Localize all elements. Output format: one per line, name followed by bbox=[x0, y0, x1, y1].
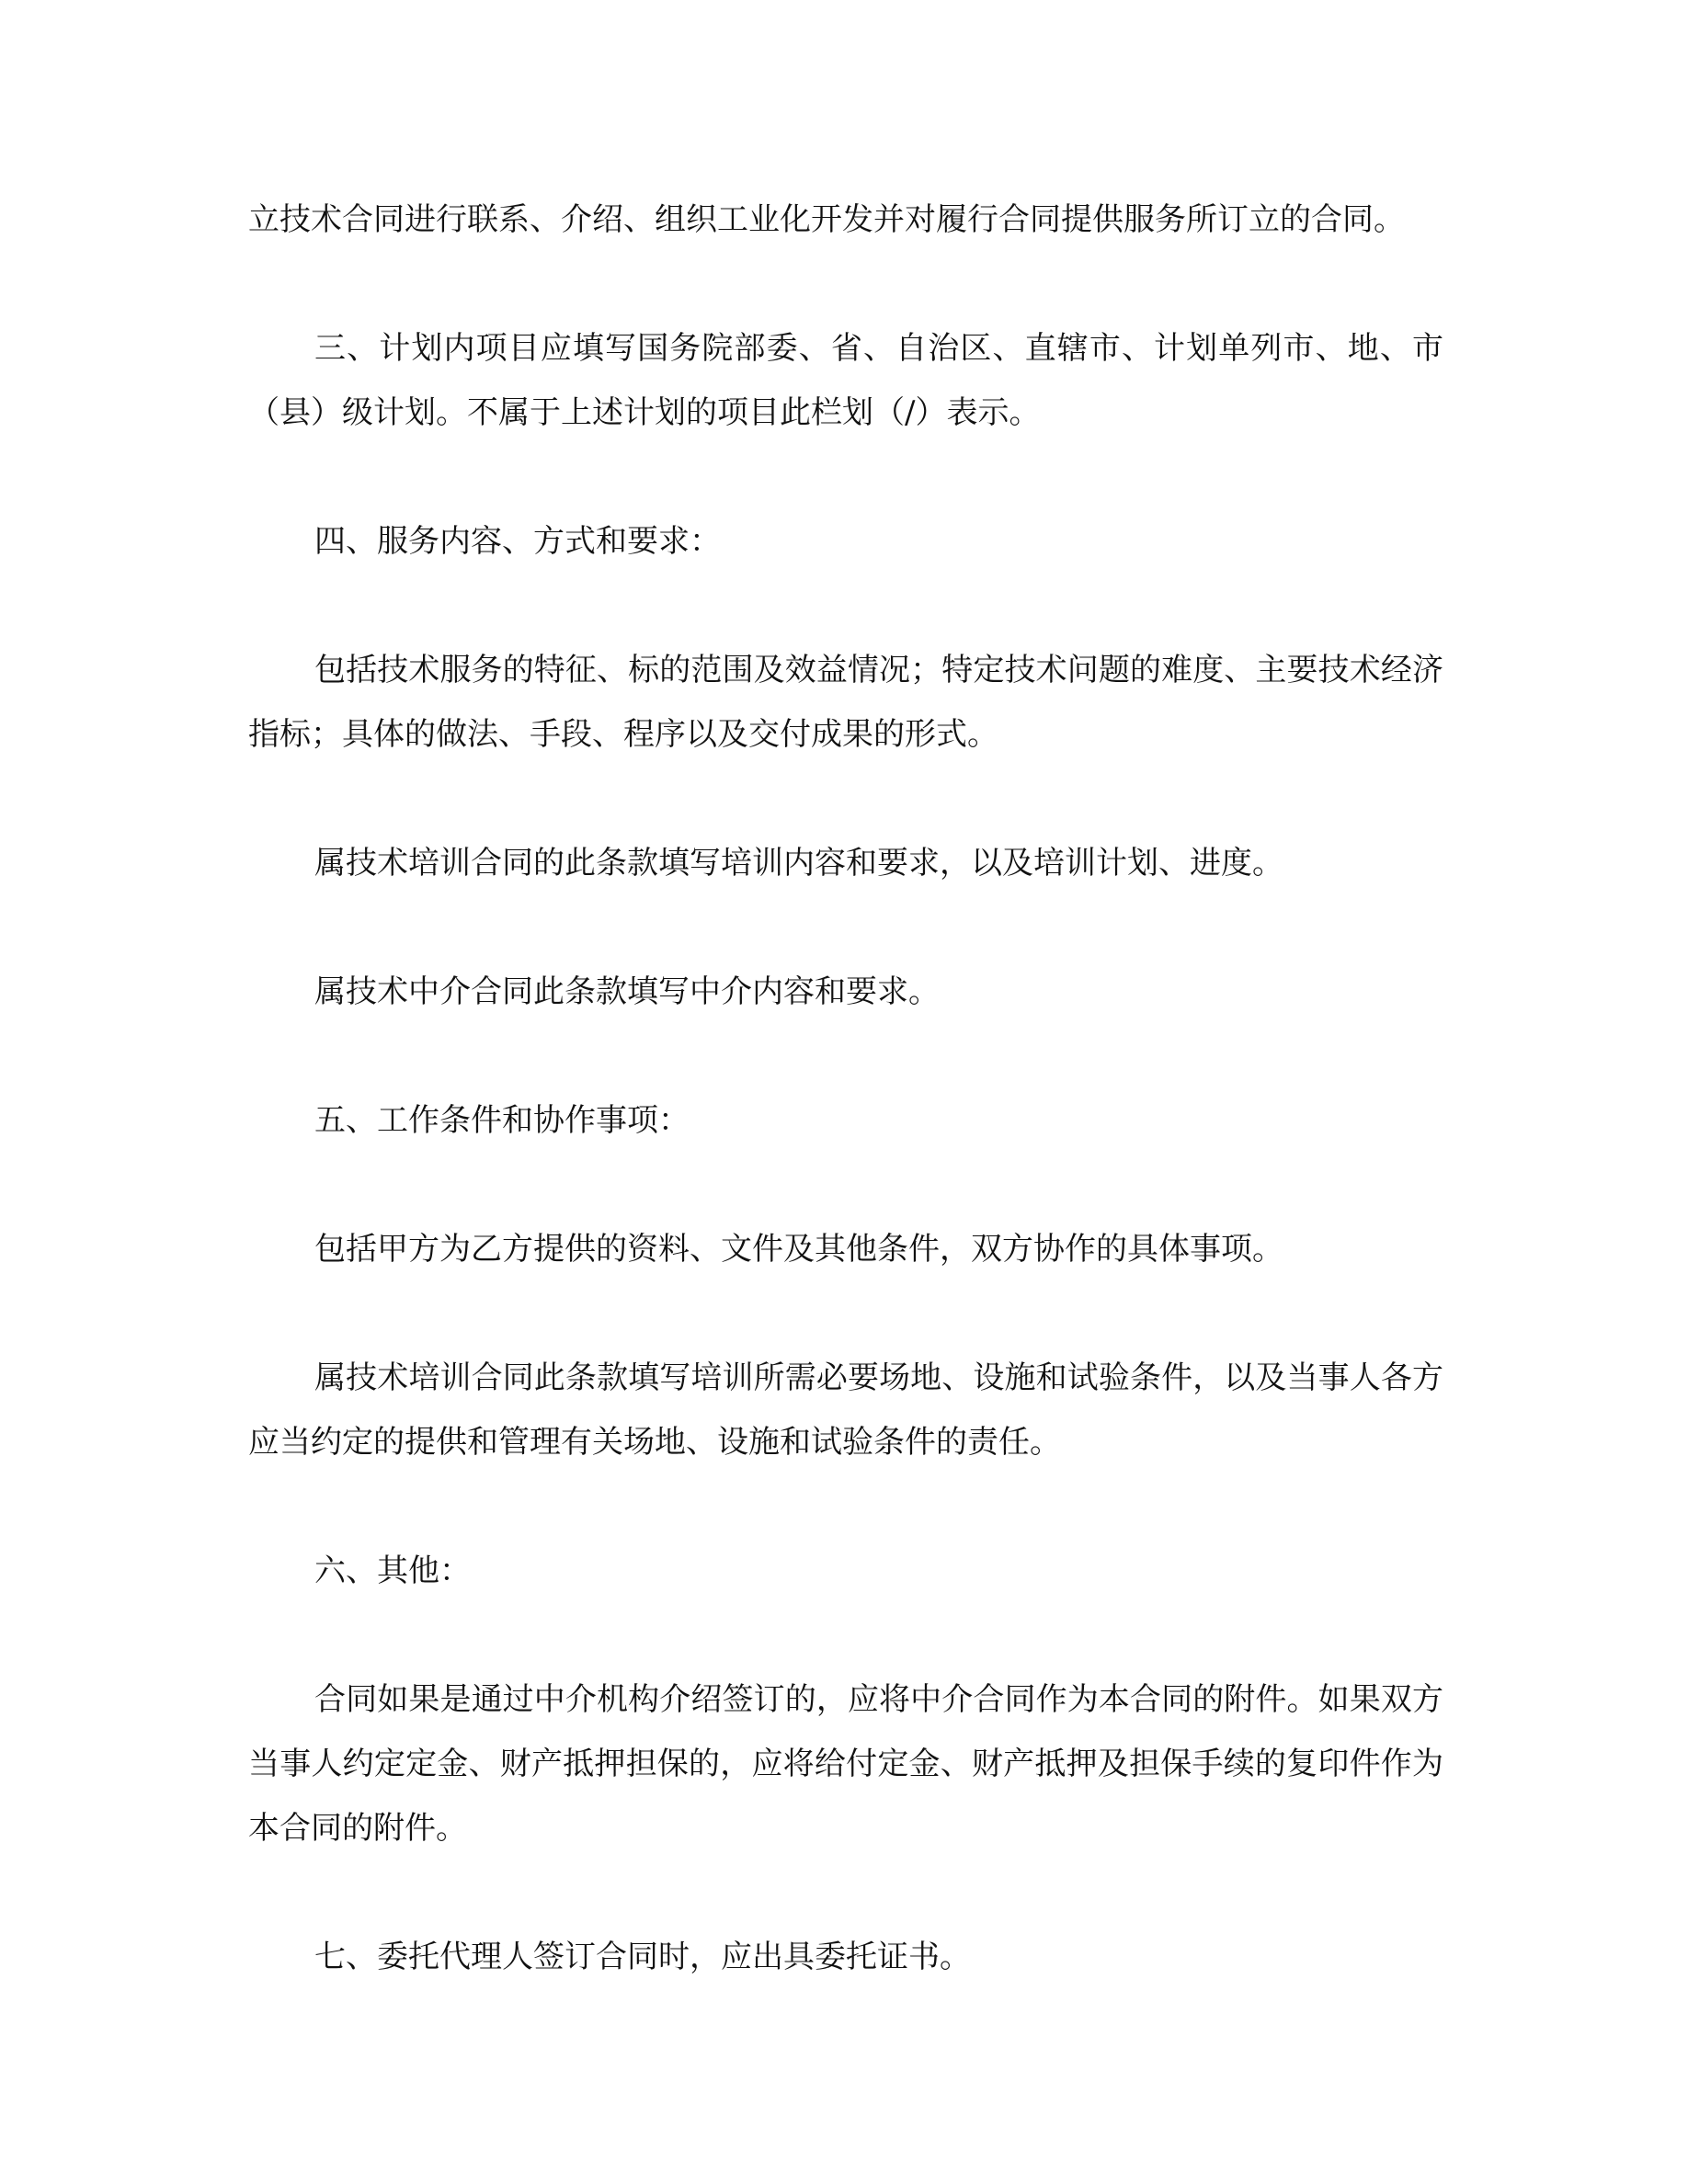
paragraph-section-7: 七、委托代理人签订合同时，应出具委托证书。 bbox=[314, 1939, 971, 1975]
paragraph-training-contract: 属技术培训合同的此条款填写培训内容和要求，以及培训计划、进度。 bbox=[314, 845, 1283, 882]
paragraph-section-3: 三、计划内项目应填写国务院部委、省、自治区、直辖市、计划单列市、地、市（县）级计划。不属于上述计划的项目此栏划（/）表示。 bbox=[248, 330, 1443, 431]
paragraph-other-attachments: 合同如果是通过中介机构介绍签订的，应将中介合同作为本合同的附件。如果双方当事人约定定金、财产抵押担保的，应将给付定金、财产抵押及担保手续的复印件作为本合同的附件。 bbox=[248, 1681, 1443, 1847]
heading-section-5: 五、工作条件和协作事项： bbox=[314, 1102, 690, 1139]
paragraph-intermediary-contract: 属技术中介合同此条款填写中介内容和要求。 bbox=[314, 973, 940, 1010]
heading-section-4: 四、服务内容、方式和要求： bbox=[314, 523, 721, 560]
paragraph-working-conditions: 包括甲方为乙方提供的资料、文件及其他条件，双方协作的具体事项。 bbox=[314, 1231, 1283, 1268]
document-body bbox=[248, 188, 1443, 2053]
heading-section-6: 六、其他： bbox=[314, 1553, 471, 1589]
paragraph-service-content: 包括技术服务的特征、标的范围及效益情况；特定技术问题的难度、主要技术经济指标；具体的做法、手段、程序以及交付成果的形式。 bbox=[248, 652, 1443, 753]
paragraph-training-facilities: 属技术培训合同此条款填写培训所需必要场地、设施和试验条件，以及当事人各方应当约定的提供和管理有关场地、设施和试验条件的责任。 bbox=[248, 1359, 1443, 1461]
paragraph-continuation: 立技术合同进行联系、介绍、组织工业化开发并对履行合同提供服务所订立的合同。 bbox=[248, 201, 1405, 238]
